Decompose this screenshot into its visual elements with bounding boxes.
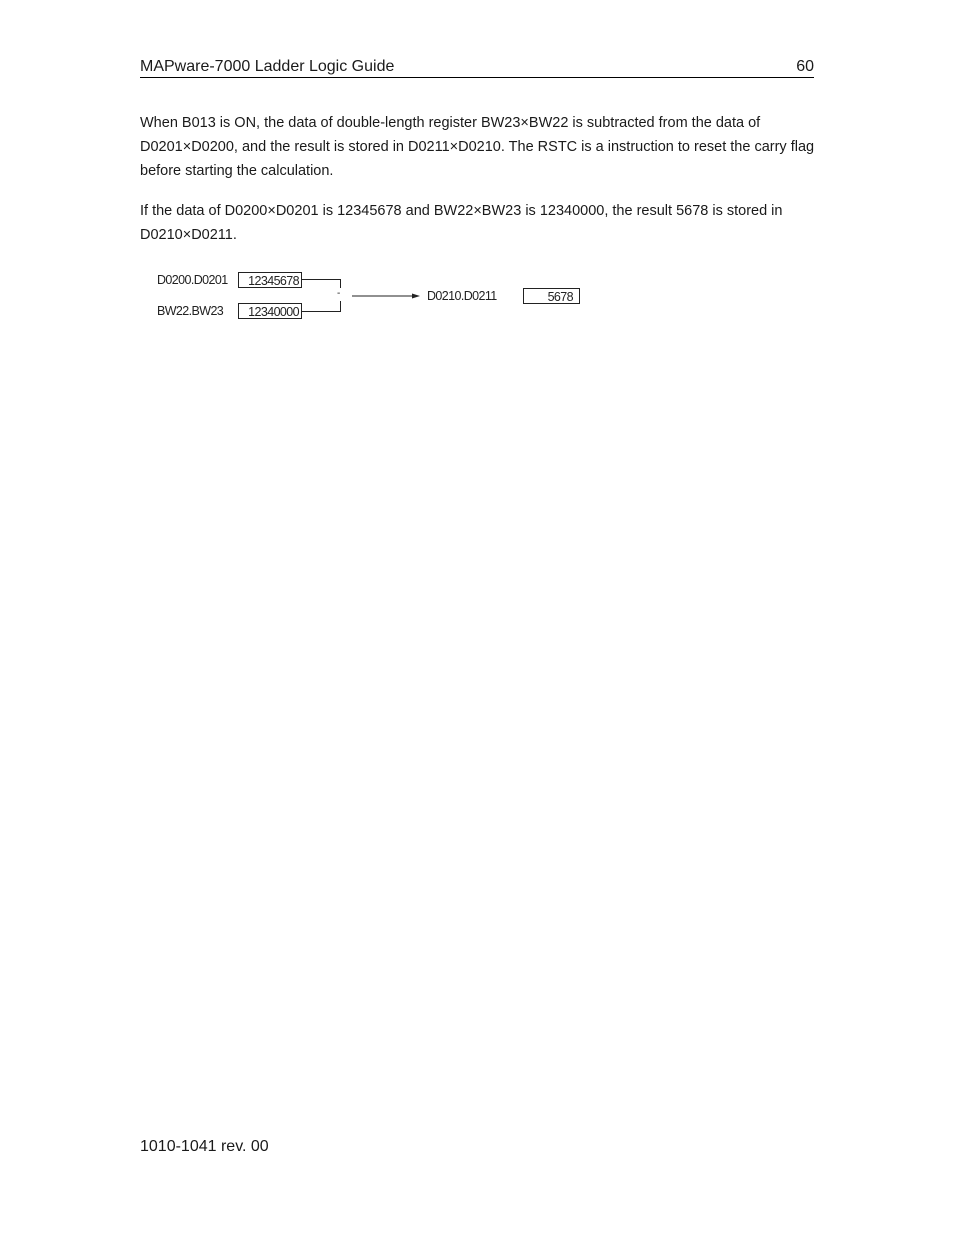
input1-value-box: 12345678 — [238, 272, 302, 288]
arrow-icon — [350, 291, 422, 301]
page-footer: 1010-1041 rev. 00 — [140, 1138, 269, 1155]
bracket-top-wire — [302, 279, 341, 280]
paragraph-example: If the data of D0200×D0201 is 12345678 and BW22×BW23 is 12340000, the result 5678 is stored in D0210×D0211. — [140, 203, 783, 243]
subtraction-diagram — [150, 268, 600, 328]
bracket-bottom-riser — [340, 301, 341, 311]
bracket-top-riser — [340, 279, 341, 288]
output-register-label: D0210.D0211 — [427, 289, 497, 303]
input1-register-label: D0200.D0201 — [157, 273, 228, 287]
input2-register-label: BW22.BW23 — [157, 304, 224, 318]
page-header — [140, 57, 814, 78]
paragraph-subtraction-description: When B013 is ON, the data of double-length register BW23×BW22 is subtracted from the data of D0201×D0200, and the result is stored in D0211×D0210. The RSTC is a instruction to reset the carry flag before starting the calculation. — [140, 115, 815, 179]
bracket-bottom-wire — [302, 311, 341, 312]
document-title: MAPware-7000 Ladder Logic Guide — [140, 58, 395, 75]
subtract-operator: - — [337, 288, 340, 299]
output-value-box: 5678 — [523, 288, 580, 304]
input2-value-box: 12340000 — [238, 303, 302, 319]
page-number: 60 — [796, 58, 814, 75]
